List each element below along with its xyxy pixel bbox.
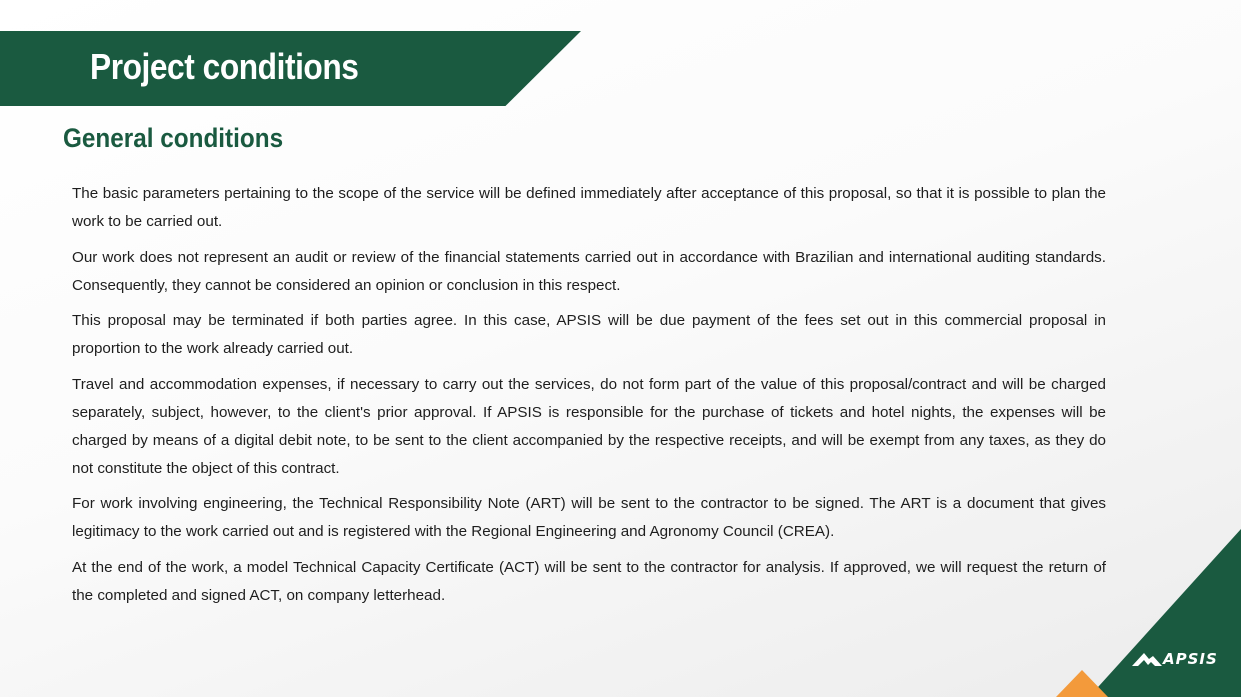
page-title: Project conditions [90, 46, 359, 87]
paragraph-scope: The basic parameters pertaining to the scope of the service will be defined immediately after acceptance of this proposal, so that it is possible to plan the work to be carried out. [72, 185, 1106, 230]
apsis-logo [1130, 648, 1218, 670]
paragraph-art-note: For work involving engineering, the Technical Responsibility Note (ART) will be sent to the contractor to be signed. The ART is a document that gives legitimacy to the work carried out and is registered with the Regional Engineering and Agronomy Council (CREA). [72, 495, 1106, 540]
paragraph-audit-disclaimer: Our work does not represent an audit or review of the financial statements carried out in accordance with Brazilian and international auditing standards. Consequently, they cannot be considered an opinion or conclusion in this respect. [72, 248, 1106, 294]
body-text [72, 180, 1106, 617]
paragraph-capacity-certificate: At the end of the work, a model Technical Capacity Certificate (ACT) will be sent to the contractor for analysis. If approved, we will request the return of the completed and signed ACT, on company letterhead. [72, 558, 1106, 604]
corner-decoration-green [1089, 529, 1241, 697]
apsis-logo-text: APSIS [1163, 650, 1218, 668]
paragraph-travel-expenses: Travel and accommodation expenses, if necessary to carry out the services, do not form part of the value of this proposal/contract and will be charged separately, subject, however, to the client's prior approval. If APSIS is responsible for the purchase of tickets and hotel nights, the expenses will be charged by means of a digital debit note, to be sent to the client accompanied by the respective receipts, and will be exempt from any taxes, as they do not constitute the object of this contract. [72, 375, 1106, 477]
apsis-logo-icon [1130, 649, 1164, 669]
paragraph-termination: This proposal may be terminated if both parties agree. In this case, APSIS will be due payment of the fees set out in this commercial proposal in proportion to the work already carried out. [72, 312, 1106, 357]
section-title: General conditions [63, 123, 284, 153]
corner-decoration-orange [1056, 670, 1108, 697]
